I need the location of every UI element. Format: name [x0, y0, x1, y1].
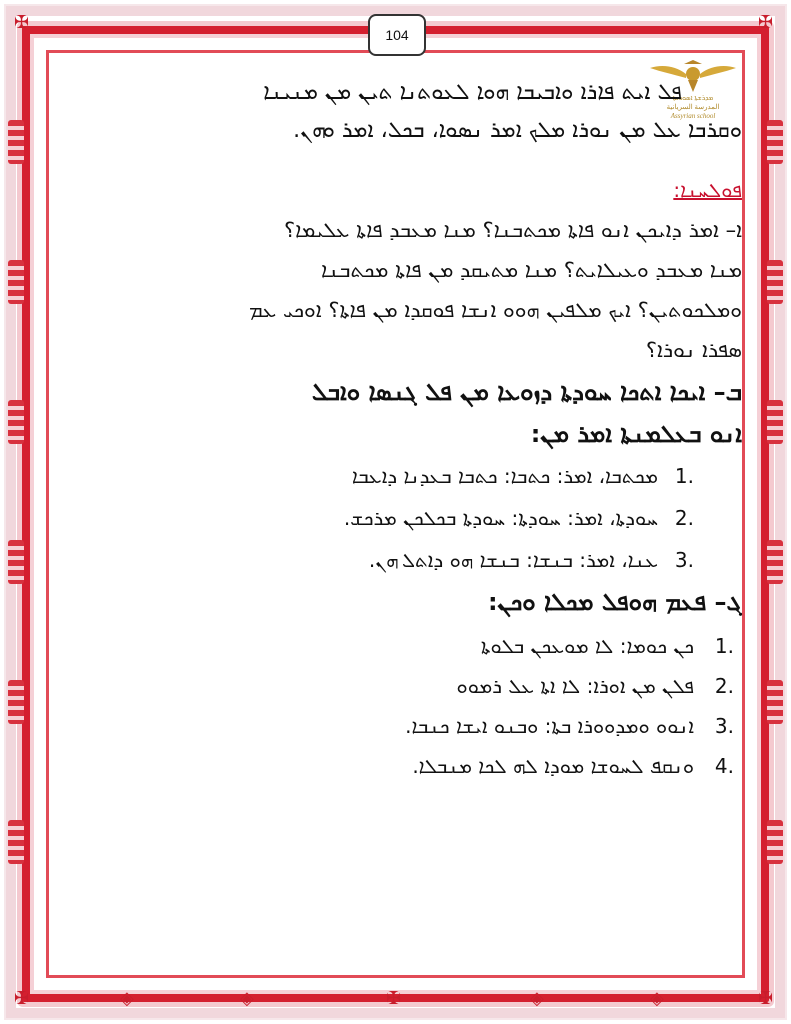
- page-number: 104: [368, 14, 426, 56]
- border-ornament: [8, 540, 24, 584]
- exercise-a-text: ܐܡܪ ܕܐܝܟܢ ܐܢܘ ܦܐܬܐ ܡܟܬܒܢܐ؟ ܡܢܐ ܡܥܒܕ ܦܐܬܐ ܥܠܝܡܐ؟: [284, 218, 719, 242]
- exercise-b-line: [312, 378, 742, 406]
- corner-ornament-icon: ✠: [14, 988, 30, 1009]
- item-number: 2.: [714, 674, 734, 698]
- border-ornament: [8, 400, 24, 444]
- exercise-c-line: [488, 588, 742, 616]
- exercise-c-item: ܟܢ ܟܘܡܐ: ܠܐ ܡܘܥܟܢ ܒܠܘܬܐ: [480, 634, 694, 658]
- item-number: 3.: [674, 548, 694, 572]
- bottom-ornament-icon: ◈: [530, 988, 544, 1009]
- exercise-c-text: ܦܥܡ ܗܘܦܠ ܡܟܠܐ ܘܟܢ:: [487, 588, 707, 616]
- intro-line: ܘܩܪܒܐ ܥܠ ܡܢ ܢܘܪܐ ܡܠܟ ܐܡܪ ܢܣܘܐ، ܒܟܠ، ܐܡܪ ܘܗܢ.: [293, 118, 742, 143]
- bottom-ornament-icon: ✠: [386, 988, 402, 1009]
- item-number: 1.: [714, 634, 734, 658]
- border-ornament: [8, 820, 24, 864]
- exercise-a-line: ܣܦܪܐ ܢܘܪܐ؟: [645, 338, 742, 362]
- item-number: 1.: [674, 464, 694, 488]
- exercise-b-line: ܐܢܘ ܒܥܠܡܢܬܐ ܐܡܪ ܡܢ:: [530, 420, 742, 448]
- corner-ornament-icon: ✠: [758, 988, 774, 1009]
- border-ornament: [767, 820, 783, 864]
- bottom-ornament-icon: ◈: [120, 988, 134, 1009]
- exercise-b-item: ܡܟܬܒܐ، ܐܡܪ: ܟܬܒܐ: ܟܬܒܐ ܒܥܕܢܐ ܕܐܥܒܐ: [351, 464, 658, 488]
- exercise-b-text: ܐܝܟܐ ܐܬܟܐ ܚܘܕܬܐ ܕܙܘܥܐ ܡܢ ܦܠ ܓܢܣܐ ܘܐܒܠ: [311, 378, 706, 406]
- border-ornament: [767, 260, 783, 304]
- intro-line: ܦܠ ܐܝܬ ܦܐܪܐ ܘܐܒܝܒܐ ܗܘܐ ܠܥܘܬܢܐ ܬܝܢ ܡܢ ܡܢܝܢܐ: [263, 80, 682, 105]
- exercise-c-item: ܐܢܘܘ ܘܡܕܘܘܪܐ ܒܬܐ: ܘܒܢܘ ܐܝܫܐ ܟܢܒܐ.: [405, 714, 694, 738]
- logo-caption-line: ܡܕܪܫܬܐ ܐܣܘܪܝܬܐ: [672, 94, 714, 102]
- border-ornament: [8, 120, 24, 164]
- exercises-heading: ܦܘܠܚܢܐ:: [673, 178, 742, 202]
- exercise-b-item: ܚܘܕܬܐ، ܐܡܪ: ܚܘܕܬܐ: ܚܘܕܬܐ ܒܟܠܟܢ ܡܪܟܫ.: [343, 506, 658, 530]
- exercise-b-marker: ܒ–: [713, 378, 742, 406]
- exercise-b-item: ܥܢܐ، ܐܡܪ: ܒܢܫܐ: ܒܢܫܐ ܗܘ ܕܐܬܠ ܗܢ.: [368, 548, 658, 572]
- border-ornament: [767, 540, 783, 584]
- exercise-a-line: ܘܡܠܟܘܬܝܢ؟ ܐܝܟ ܡܠܦܝܢ ܗܘܘ ܐܢܫܐ ܦܘܩܕܐ ܡܢ ܦܐܬܐ؟ ܐܘܟܝ ܥܡ: [249, 298, 742, 322]
- corner-ornament-icon: ✠: [758, 12, 774, 33]
- border-ornament: [8, 680, 24, 724]
- bottom-ornament-icon: ◈: [650, 988, 664, 1009]
- item-number: 2.: [674, 506, 694, 530]
- item-number: 4.: [714, 754, 734, 778]
- logo-caption-line: Assyrian school: [670, 112, 716, 120]
- border-ornament: [767, 120, 783, 164]
- exercise-a-line: ܡܢܐ ܡܥܒܕ ܘܥܝܠܐܝܬ؟ ܡܢܐ ܡܬܝܩܕ ܡܢ ܦܐܬܐ ܡܟܬܒܢܐ: [320, 258, 742, 282]
- exercise-a-marker: ܐ–: [725, 218, 742, 242]
- exercise-a-line: [284, 218, 742, 243]
- border-ornament: [8, 260, 24, 304]
- item-number: 3.: [714, 714, 734, 738]
- border-ornament: [767, 400, 783, 444]
- exercise-c-item: ܦܠܢ ܡܢ ܐܘܪܐ: ܠܐ ܐܬܐ ܥܠ ܪܡܘܘ: [456, 674, 694, 698]
- exercise-c-marker: ܓ–: [714, 588, 742, 616]
- corner-ornament-icon: ✠: [14, 12, 30, 33]
- border-ornament: [767, 680, 783, 724]
- exercise-c-item: ܘܢܩܦ ܠܚܘܫܐ ܡܘܕܐ ܠܗ ܠܟܐ ܡܢܒܠܐ.: [412, 754, 694, 778]
- bottom-ornament-icon: ◈: [240, 988, 254, 1009]
- logo-caption-line: المدرسة السريانية: [666, 103, 720, 111]
